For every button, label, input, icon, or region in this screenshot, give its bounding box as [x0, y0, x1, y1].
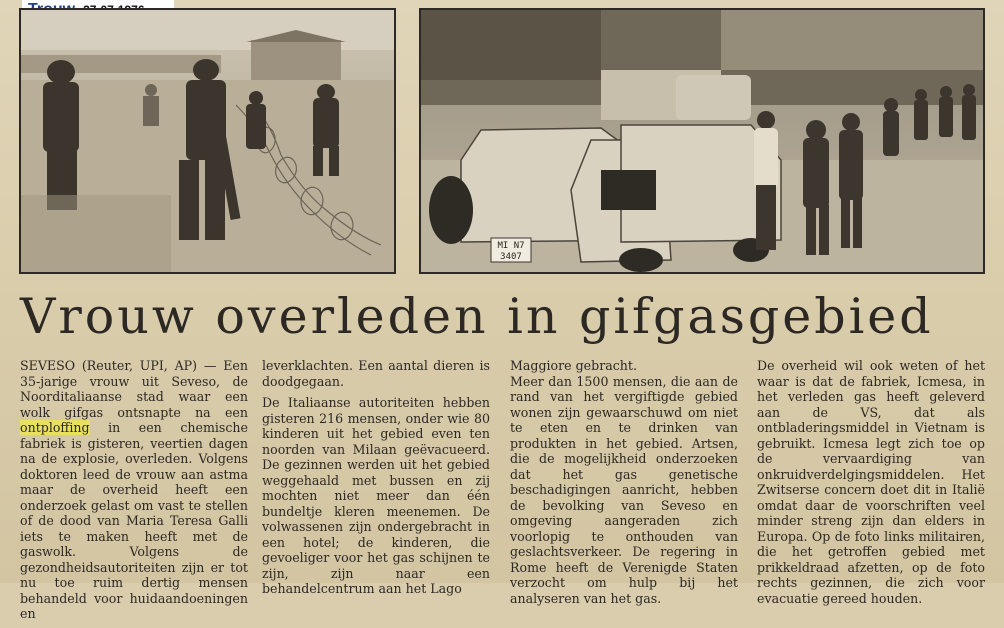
license-plate-line2: 3407 [500, 252, 522, 262]
article-paragraph: Meer dan 1500 mensen, die aan de rand van het vergiftigde gebied wonen zijn gewaarschuwd om niet te eten en te drinken van produkten in het gebied. Artsen, die de mogelijkheid onderzoeken dat het gas genetische beschadigingen aanricht, hebben de bevolking van Seveso en omgeving aangeraden zich voorlopig te onthouden van geslachtsverkeer. De regering in Rome heeft de Verenigde Staten verzocht om hulp bij het analyseren van het gas. [510, 373, 738, 606]
photo-militaries [19, 8, 396, 274]
article-headline: Vrouw overleden in gifgasgebied [20, 288, 934, 345]
license-plate-line1: MI N7 [497, 241, 525, 251]
article-paragraph [20, 358, 248, 622]
article-paragraph: De overheid wil ook weten of het waar is dat de fabriek, Icmesa, in het verleden gas heeft geleverd aan de VS, dat als ontbladeringsmiddel in Vietnam is gebruikt. Icmesa legt zich toe op de vervaardiging van onkruidverdelgingsmiddelen. Het Zwitserse concern doet dit in Italië omdat daar de voorschriften veel minder streng zijn dan elders in Europa. Op de foto links militairen, die het getroffen gebied met prikkeldraad afzetten, op de foto rechts gezinnen, die zich voor evacuatie gereed houden. [757, 358, 985, 606]
lead-text: SEVESO (Reuter, UPI, AP) — Een 35-jarige vrouw uit Seveso, de Noorditaliaanse stad waar een wolk gifgas ontsnapte na een [20, 358, 248, 420]
photo-militaries-illustration [21, 10, 394, 272]
article-column-1 [20, 358, 248, 628]
photo-families-cars [419, 8, 985, 274]
lead-text-continued: in een chemische fabriek is gisteren, veertien dagen na de explosie, overleden. Volgens doktoren leed de vrouw aan astma maar de overheid heeft een onderzoek gelast om vast te stellen of de dood van Maria Teresa Galli iets te maken heeft met de gaswolk. Volgens de gezondheidsautoriteiten zijn er tot nu toe ruim dertig mensen behandeld voor huidaandoeningen en [20, 420, 248, 621]
article-column-3 [510, 358, 738, 612]
photo-families-illustration [421, 10, 983, 272]
article-paragraph: De Italiaanse autoriteiten hebben gisteren 216 mensen, onder wie 80 kinderen uit het gebied even ten noorden van Milaan geëvacueerd. De gezinnen werden uit het gebied weggehaald met bussen en zij mochten niet meer dan één bundeltje kleren meenemen. De volwassenen zijn ondergebracht in een hotel; de kinderen, die gevoeliger voor het gas schijnen te zijn, zijn naar een behandelcentrum aan het Lago [262, 395, 490, 596]
highlighted-word: ontploffing [20, 420, 90, 435]
article-column-4 [757, 358, 985, 612]
article-paragraph: Maggiore gebracht. [510, 358, 637, 373]
article-column-2 [262, 358, 490, 603]
article-paragraph: leverklachten. Een aantal dieren is doodgegaan. [262, 358, 490, 389]
